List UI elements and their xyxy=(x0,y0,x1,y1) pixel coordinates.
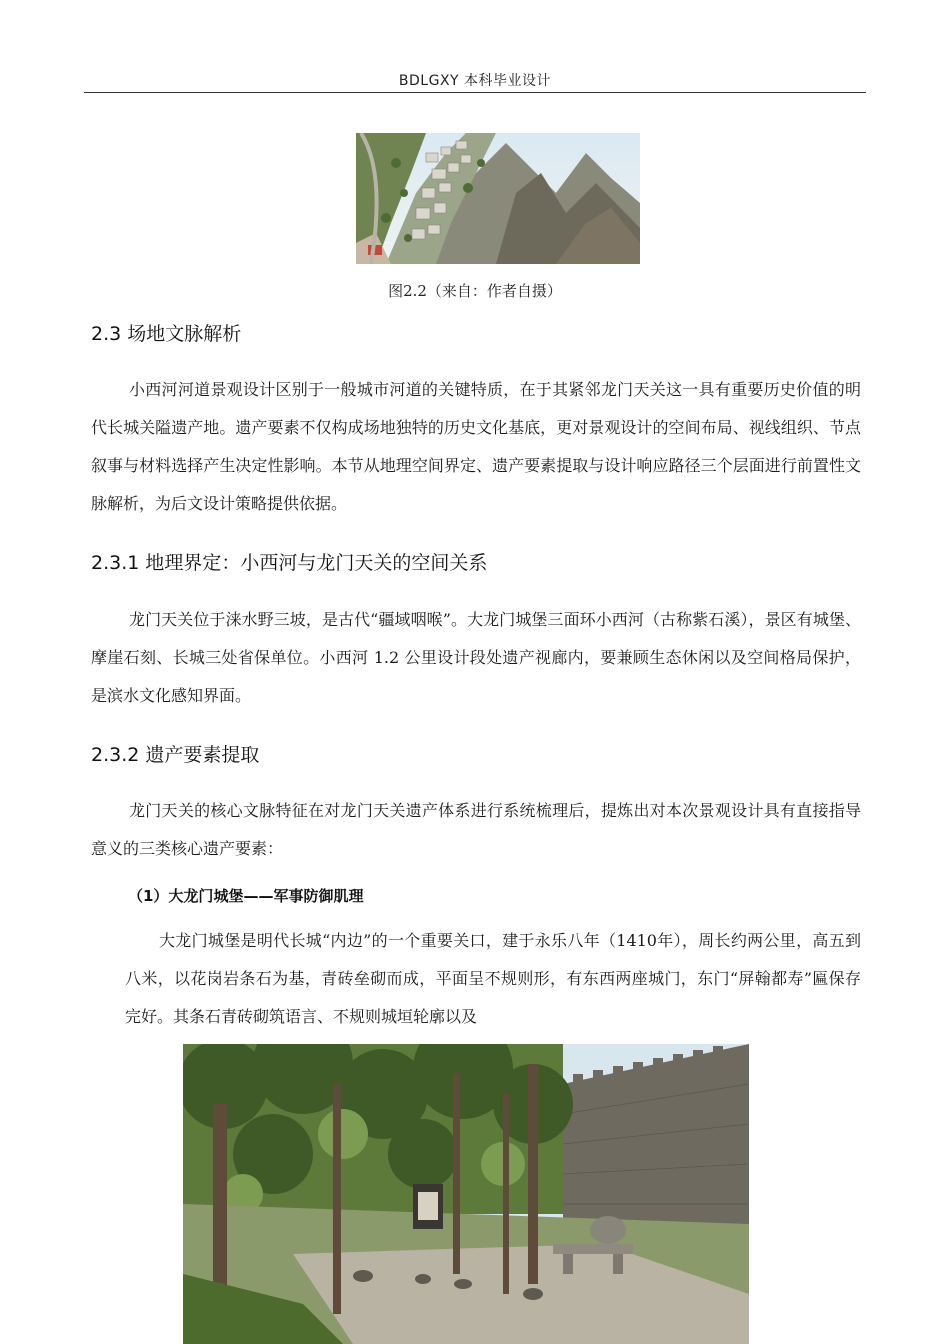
castle-photo-image xyxy=(183,1044,749,1344)
section-heading-2-3-1: 2.3.1 地理界定：小西河与龙门天关的空间关系 xyxy=(91,552,488,574)
page-header: BDLGXY 本科毕业设计 xyxy=(398,73,552,89)
section-2-3-1-paragraph: 龙门天关位于涞水野三坡，是古代“疆域咽喉”。大龙门城堡三面环小西河（古称紫石溪），景区有城堡、摩崖石刻、长城三处省保单位。小西河 1.2 公里设计段处遗产视廊内，要兼顾生态休闲以及空间格局保护，是滨水文化感知界面。 xyxy=(91,610,861,705)
figure-caption: 图2.2（来自：作者自摄） xyxy=(388,282,562,300)
figure-village-photo xyxy=(356,133,640,264)
section-2-3-paragraph: 小西河河道景观设计区别于一般城市河道的关键特质，在于其紧邻龙门天关这一具有重要历史价值的明代长城关隘遗产地。遗产要素不仅构成场地独特的历史文化基底，更对景观设计的空间布局、视线组织、节点叙事与材料选择产生决定性影响。本节从地理空间界定、遗产要素提取与设计响应路径三个层面进行前置性文脉解析，为后文设计策略提供依据。 xyxy=(91,380,861,513)
item-1-title: （1）大龙门城堡——军事防御肌理 xyxy=(128,887,364,905)
section-heading-2-3: 2.3 场地文脉解析 xyxy=(91,323,242,345)
section-2-3-2-paragraph: 龙门天关的核心文脉特征在对龙门天关遗产体系进行系统梳理后，提炼出对本次景观设计具有直接指导意义的三类核心遗产要素： xyxy=(91,801,861,858)
section-heading-2-3-2: 2.3.2 遗产要素提取 xyxy=(91,744,260,766)
village-photo-image xyxy=(356,133,640,264)
header-rule xyxy=(84,92,866,93)
figure-castle-photo xyxy=(183,1044,749,1344)
item-1-paragraph: 大龙门城堡是明代长城“内边”的一个重要关口，建于永乐八年（1410年），周长约两公里，高五到八米，以花岗岩条石为基，青砖垒砌而成，平面呈不规则形，有东西两座城门，东门“屏翰都寿”匾保存完好。其条石青砖砌筑语言、不规则城垣轮廓以及 xyxy=(125,931,861,1026)
